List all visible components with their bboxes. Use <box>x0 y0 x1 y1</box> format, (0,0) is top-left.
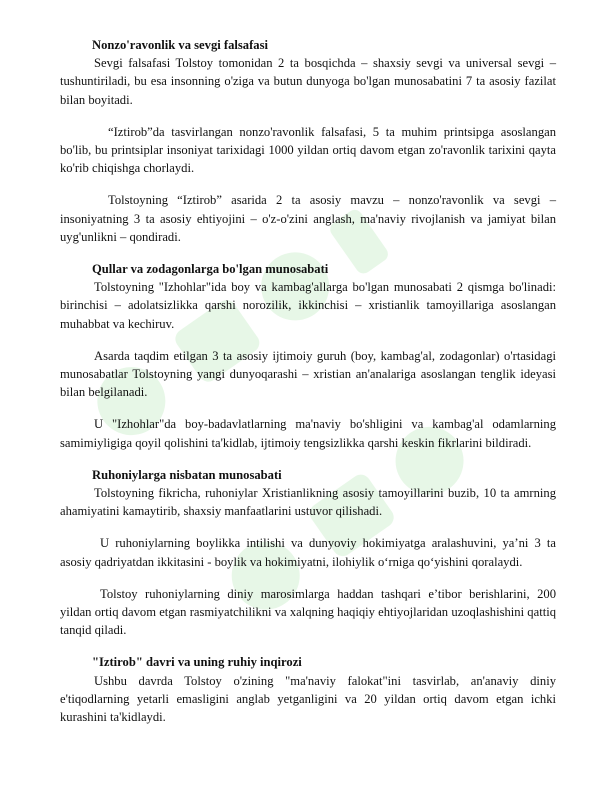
paragraph: “Iztirob”da tasvirlangan nonzo'ravonlik falsafasi, 5 ta muhim printsipga asoslangan bo'lib, bu printsiplar insoniyat tarixidagi 1000 yildan ortiq davom etgan zo'ravonlik tarixini qayta ko'rib chiqishga chorlaydi. <box>60 124 556 176</box>
paragraph: U "Izhohlar"da boy-badavlatlarning ma'naviy bo'shligini va kambag'al odamlarning samimiyligiga qoyil qolishini ta'kidlab, ijtimoiy tengsizlikka qarshi keskin fikrlarini bildiradi. <box>60 417 556 450</box>
paragraph: Sevgi falsafasi Tolstoy tomonidan 2 ta bosqichda – shaxsiy sevgi va universal sevgi – tushuntiriladi, bu esa insonning o'ziga va butun dunyoga bo'lgan munosabatini 7 ta asosiy fazilat bilan boyitadi. <box>60 56 556 107</box>
section-heading: Ruhoniylarga nisbatan munosabati <box>92 467 282 482</box>
paragraph: Ushbu davrda Tolstoy o'zining "ma'naviy falokat"ini tasvirlab, an'anaviy diniy e'tiqodlarning yetarli emasligini anglab yetganligini va 20 yildan ortiq davom etgan ichki kurashini ta'kidlaydi. <box>60 673 556 725</box>
paragraph: U ruhoniylarning boylikka intilishi va dunyoviy hokimiyatga aralashuvini, ya’ni 3 ta asosiy qadriyatdan ikkitasini - boylik va hokimiyatni, ilohiylik o‘rniga qo‘yishini qoralaydi. <box>60 536 556 569</box>
paragraph: Asarda taqdim etilgan 3 ta asosiy ijtimoiy guruh (boy, kambag'al, zodagonlar) o'rtasidagi munosabatlar Tolstoyning yangi dunyoqarashi – xristian an'analariga asoslangan tenglik ideyasi bilan belgilanadi. <box>60 348 556 400</box>
section-heading: "Iztirob" davri va uning ruhiy inqirozi <box>92 655 302 670</box>
section-heading: Nonzo'ravonlik va sevgi falsafasi <box>92 38 268 52</box>
paragraph: Tolstoyning fikricha, ruhoniylar Xristianlikning asosiy tamoyillarini buzib, 10 ta amrning ahamiyatini kamaytirib, shaxsiy manfaatlarini ustuvor qilishadi. <box>60 486 556 519</box>
document-body <box>60 36 556 726</box>
section-heading: Qullar va zodagonlarga bo'lgan munosabati <box>92 262 329 277</box>
paragraph: Tolstoy ruhoniylarning diniy marosimlarga haddan tashqari e’tibor berishlarini, 200 yildan ortiq davom etgan rasmiyatchilikni va xalqning haqiqiy ehtiyojlaridan uzoqlashishini qattiq tanqid qiladi. <box>60 586 556 638</box>
paragraph: Tolstoyning "Izhohlar"ida boy va kambag'allarga bo'lgan munosabati 2 qismga bo'linadi: birinchisi – adolatsizlikka qarshi norozilik, ikkinchisi – xristianlik tamoyillariga asoslangan muhabbat va kechiruv. <box>60 280 556 331</box>
paragraph: Tolstoyning “Iztirob” asarida 2 ta asosiy mavzu – nonzo'ravonlik va sevgi – insoniyatning 3 ta asosiy ehtiyojini – o'z-o'zini anglash, ma'naviy rivojlanish va jamiyat bilan uyg'unlikni – qondiradi. <box>60 193 556 244</box>
